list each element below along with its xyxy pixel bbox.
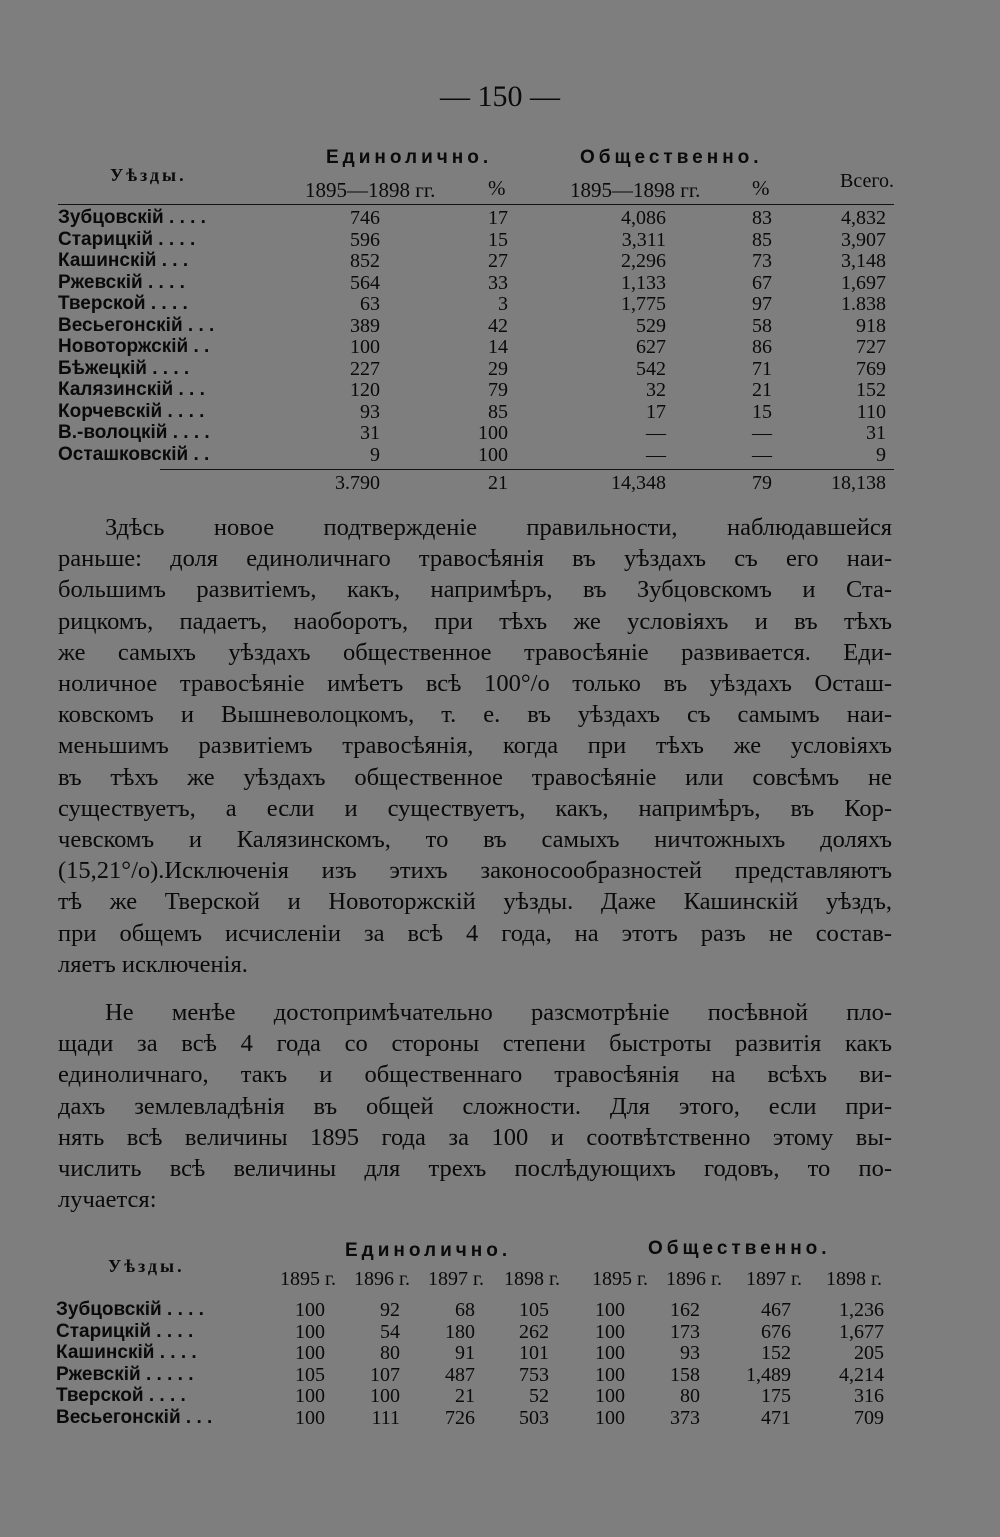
text-line: тѣ же Тверской и Новоторжскій уѣзды. Даже Кашинскій уѣздъ, [58, 888, 892, 916]
individual-pct: 14 [488, 336, 508, 358]
text-line: Не менѣе достопримѣчательно разсмотрѣніе посѣвной пло- [105, 999, 892, 1026]
individual-index: 100 [370, 1385, 400, 1407]
individual-area: 852 [350, 250, 380, 272]
communal-index: 316 [854, 1385, 884, 1407]
year-header: 1895 г. [592, 1268, 648, 1290]
communal-area: 4,086 [621, 207, 666, 229]
district-name: Калязинскій . . . [58, 379, 205, 400]
individual-index: 107 [370, 1363, 400, 1386]
communal-index: 100 [595, 1342, 625, 1364]
district-name: Кашинскій . . . [58, 250, 189, 271]
communal-index: 100 [595, 1385, 625, 1407]
communal-pct: — [752, 443, 772, 466]
individual-index: 100 [295, 1385, 325, 1407]
table1-years-individual: 1895—1898 гг. [305, 178, 436, 202]
communal-area: 1,133 [621, 271, 666, 294]
communal-index: 93 [680, 1342, 700, 1364]
table1-total-individual: 3.790 [335, 472, 380, 494]
total-area: 4,832 [841, 207, 886, 229]
individual-index: 753 [519, 1363, 549, 1386]
district-name: Ржевскій . . . . [58, 271, 185, 293]
individual-area: 389 [350, 314, 380, 337]
individual-index: 92 [380, 1299, 400, 1321]
year-header: 1895 г. [280, 1268, 336, 1290]
district-name: Старицкій . . . . [56, 1320, 194, 1342]
individual-index: 91 [455, 1342, 475, 1364]
individual-index: 68 [455, 1299, 475, 1321]
table1-pct-communal: % [752, 176, 770, 200]
table1-communal-header: Общественно. [580, 147, 763, 168]
table1-years-communal: 1895—1898 гг. [570, 178, 701, 202]
communal-index: 676 [761, 1320, 791, 1343]
communal-index: 1,489 [746, 1363, 791, 1386]
communal-area: 2,296 [621, 250, 666, 272]
communal-pct: 15 [752, 400, 772, 423]
total-area: 3,148 [841, 250, 886, 272]
table2-district-header: Уѣзды. [108, 1256, 185, 1276]
communal-area: 3,311 [621, 228, 666, 251]
communal-area: — [646, 422, 666, 444]
district-name: Весьегонскій . . . [56, 1406, 213, 1428]
total-area: 1,697 [841, 271, 886, 294]
communal-pct: 86 [752, 336, 772, 358]
communal-index: 100 [595, 1320, 625, 1343]
individual-index: 21 [455, 1385, 475, 1407]
communal-area: 1,775 [621, 293, 666, 315]
individual-index: 101 [519, 1342, 549, 1364]
text-line: чевскомъ и Калязинскомъ, то въ самыхъ ничтожныхъ доляхъ [58, 826, 892, 853]
communal-pct: 85 [752, 228, 772, 251]
individual-index: 262 [519, 1320, 549, 1343]
year-header: 1898 г. [826, 1268, 882, 1290]
individual-index: 100 [295, 1406, 325, 1429]
communal-pct: — [752, 422, 772, 444]
individual-pct: 100 [478, 443, 508, 466]
individual-pct: 29 [488, 357, 508, 380]
individual-area: 227 [350, 357, 380, 380]
text-line: (15,21°/о).Исключенія изъ этихъ законосообразностей представляютъ [58, 857, 892, 885]
table1-total-communal: 14,348 [611, 472, 666, 494]
table1-total-individual-pct: 21 [488, 472, 508, 494]
communal-index: 373 [670, 1406, 700, 1429]
total-area: 152 [856, 379, 886, 401]
text-line: рицкомъ, падаетъ, наоборотъ, при тѣхъ же условіяхъ и въ тѣхъ [58, 607, 892, 635]
total-area: 769 [856, 357, 886, 380]
district-name: Осташковскій . . [58, 443, 210, 465]
total-area: 1.838 [841, 293, 886, 315]
text-line: ноличное травосѣяніе имѣетъ всѣ 100°/о только въ уѣздахъ Осташ- [58, 670, 892, 697]
text-line: дахъ землевладѣнія въ общей сложности. Для этого, если при- [58, 1092, 892, 1120]
individual-area: 93 [360, 400, 380, 423]
individual-pct: 100 [478, 422, 508, 444]
communal-index: 1,677 [839, 1320, 884, 1343]
page-number: — 150 — [440, 80, 560, 113]
year-header: 1898 г. [504, 1268, 560, 1290]
individual-index: 180 [445, 1320, 475, 1343]
individual-index: 100 [295, 1342, 325, 1364]
total-area: 110 [856, 400, 886, 423]
communal-index: 471 [761, 1406, 791, 1429]
total-area: 918 [856, 314, 886, 337]
text-line: же самыхъ уѣздахъ общественное травосѣяніе развивается. Еди- [58, 638, 892, 666]
communal-pct: 67 [752, 271, 772, 294]
text-line: ляетъ исключенія. [58, 950, 248, 978]
individual-index: 54 [380, 1320, 400, 1343]
individual-pct: 17 [488, 207, 508, 229]
communal-index: 162 [670, 1299, 700, 1321]
communal-pct: 21 [752, 379, 772, 401]
district-name: Зубцовскій . . . . [56, 1299, 204, 1320]
total-area: 31 [866, 422, 886, 444]
district-name: Зубцовскій . . . . [58, 207, 206, 228]
communal-area: 542 [636, 357, 666, 380]
table2-communal-header: Общественно. [648, 1238, 831, 1259]
individual-pct: 27 [488, 250, 508, 272]
communal-index: 80 [680, 1385, 700, 1407]
communal-pct: 83 [752, 207, 772, 229]
communal-area: 17 [646, 400, 666, 423]
district-name: Бѣжецкій . . . . [58, 357, 190, 379]
communal-pct: 73 [752, 250, 772, 272]
individual-index: 105 [519, 1299, 549, 1321]
individual-index: 100 [295, 1299, 325, 1321]
individual-index: 100 [295, 1320, 325, 1343]
communal-index: 1,236 [839, 1299, 884, 1321]
district-name: В.-волоцкій . . . . [58, 422, 210, 443]
communal-index: 100 [595, 1363, 625, 1386]
individual-pct: 42 [488, 314, 508, 337]
communal-area: 32 [646, 379, 666, 401]
individual-area: 564 [350, 271, 380, 294]
individual-area: 9 [370, 443, 380, 466]
district-name: Старицкій . . . . [58, 228, 196, 250]
individual-pct: 15 [488, 228, 508, 251]
communal-index: 100 [595, 1406, 625, 1429]
total-area: 9 [876, 443, 886, 466]
table1-individual-header: Единолично. [326, 147, 493, 168]
communal-index: 4,214 [839, 1363, 884, 1386]
communal-index: 100 [595, 1299, 625, 1321]
individual-pct: 33 [488, 271, 508, 294]
individual-index: 105 [295, 1363, 325, 1386]
table1-total-rule [160, 469, 894, 470]
communal-index: 158 [670, 1363, 700, 1386]
individual-pct: 79 [488, 379, 508, 401]
communal-area: — [646, 443, 666, 466]
text-line: ковскомъ и Вышневолоцкомъ, т. е. въ уѣздахъ съ самымъ наи- [58, 701, 892, 729]
individual-pct: 3 [498, 293, 508, 315]
year-header: 1896 г. [666, 1268, 722, 1290]
communal-index: 205 [854, 1342, 884, 1364]
district-name: Тверской . . . . [58, 293, 188, 314]
individual-area: 746 [350, 207, 380, 229]
district-name: Тверской . . . . [56, 1385, 186, 1406]
communal-pct: 58 [752, 314, 772, 337]
text-line: единоличнаго, такъ и общественнаго травосѣянія на всѣхъ ви- [58, 1061, 892, 1089]
total-area: 727 [856, 336, 886, 358]
year-header: 1897 г. [428, 1268, 484, 1290]
communal-index: 709 [854, 1406, 884, 1429]
individual-area: 63 [360, 293, 380, 315]
individual-index: 111 [371, 1406, 400, 1429]
text-line: нять всѣ величины 1895 года за 100 и соотвѣтственно этому вы- [58, 1123, 892, 1151]
total-area: 3,907 [841, 228, 886, 251]
table1-total-communal-pct: 79 [752, 472, 772, 494]
district-name: Весьегонскій . . . [58, 314, 215, 336]
individual-area: 31 [360, 422, 380, 444]
text-line: существуетъ, а если и существуетъ, какъ, напримѣръ, въ Кор- [58, 794, 892, 822]
table1-district-header: Уѣзды. [110, 165, 187, 185]
table1-total-header: Всего. [840, 170, 895, 192]
individual-index: 503 [519, 1406, 549, 1429]
year-header: 1897 г. [746, 1268, 802, 1290]
table1-total-all: 18,138 [831, 472, 886, 494]
communal-pct: 71 [752, 357, 772, 380]
communal-area: 627 [636, 336, 666, 358]
district-name: Корчевскій . . . . [58, 400, 205, 422]
text-line: въ тѣхъ же уѣздахъ общественное травосѣяніе или совсѣмъ не [58, 763, 892, 791]
district-name: Кашинскій . . . . [56, 1342, 197, 1363]
individual-index: 487 [445, 1363, 475, 1386]
communal-index: 173 [670, 1320, 700, 1343]
individual-index: 726 [445, 1406, 475, 1429]
text-line: меньшимъ развитіемъ травосѣянія, когда при тѣхъ же условіяхъ [58, 732, 892, 760]
text-line: щади за всѣ 4 года со стороны степени быстроты развитія какъ [58, 1030, 892, 1058]
text-line: при общемъ исчисленіи за всѣ 4 года, на этотъ разъ не состав- [58, 919, 892, 947]
text-line: числить всѣ величины для трехъ послѣдующихъ годовъ, то по- [58, 1155, 892, 1182]
text-line: лучается: [58, 1186, 157, 1214]
text-line: большимъ развитіемъ, какъ, напримѣръ, въ Зубцовскомъ и Ста- [58, 576, 892, 604]
text-line: Здѣсь новое подтвержденіе правильности, наблюдавшейся [105, 514, 892, 541]
individual-index: 80 [380, 1342, 400, 1364]
individual-area: 100 [350, 336, 380, 358]
communal-pct: 97 [752, 293, 772, 315]
year-header: 1896 г. [354, 1268, 410, 1290]
communal-index: 152 [761, 1342, 791, 1364]
table1-pct-individual: % [488, 176, 506, 200]
district-name: Ржевскій . . . . . [56, 1363, 194, 1385]
text-line: раньше: доля единоличнаго травосѣянія въ уѣздахъ съ его наи- [58, 545, 892, 573]
communal-index: 467 [761, 1299, 791, 1321]
communal-area: 529 [636, 314, 666, 337]
table1-header-rule [58, 204, 894, 205]
communal-index: 175 [761, 1385, 791, 1407]
individual-pct: 85 [488, 400, 508, 423]
individual-area: 120 [350, 379, 380, 401]
individual-area: 596 [350, 228, 380, 251]
table2-individual-header: Единолично. [345, 1240, 512, 1261]
district-name: Новоторжскій . . [58, 336, 210, 357]
individual-index: 52 [529, 1385, 549, 1407]
